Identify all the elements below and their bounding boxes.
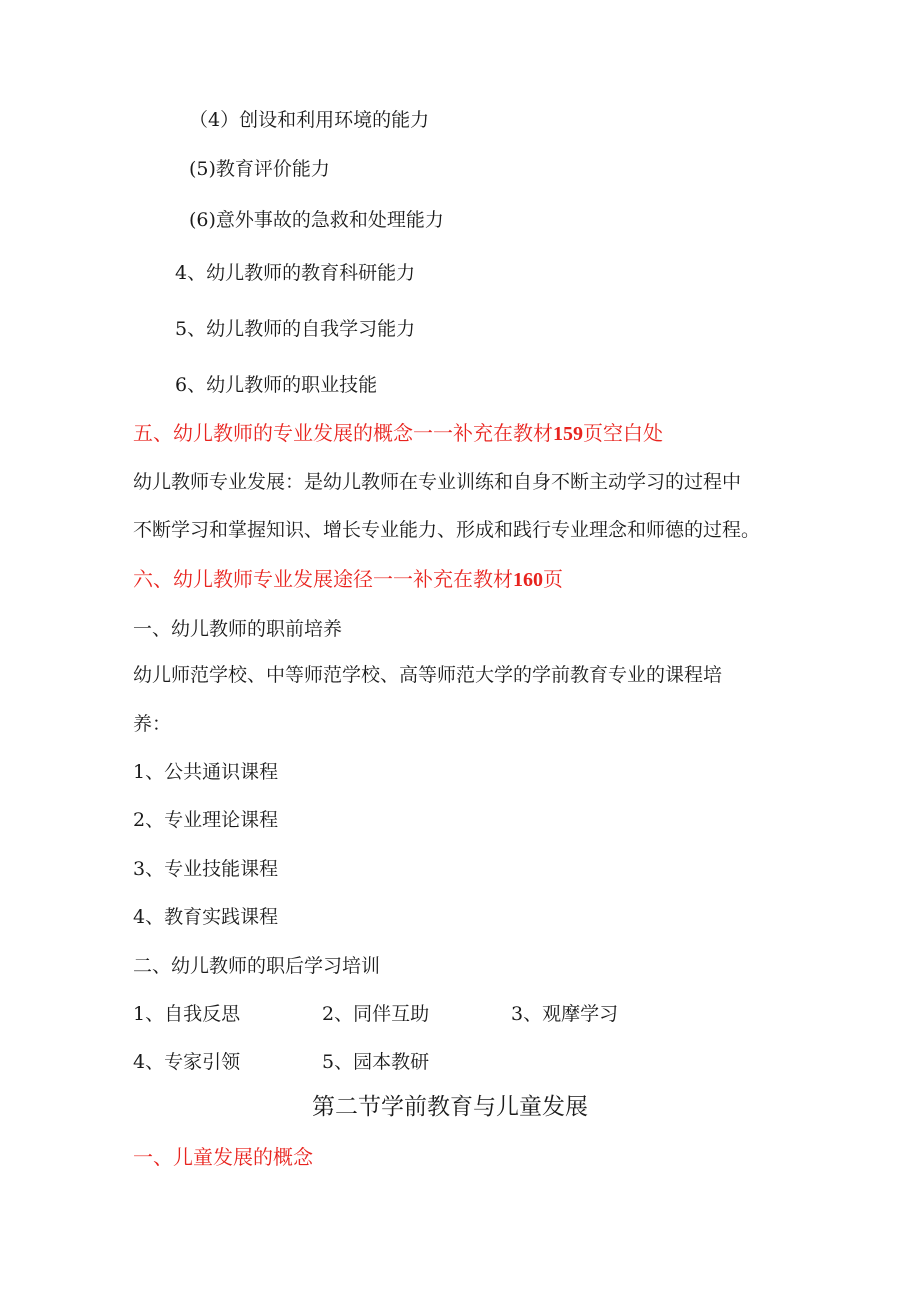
teacher-ability-4: 4、幼儿教师的教育科研能力 bbox=[175, 262, 416, 284]
section-5-heading-text: 五、幼儿教师的专业发展的概念一一补充在教材 bbox=[133, 421, 553, 445]
definition-paragraph-line-1: 幼儿教师专业发展：是幼儿教师在专业训练和自身不断主动学习的过程中 bbox=[133, 471, 742, 493]
child-development-heading: 一、儿童发展的概念 bbox=[133, 1145, 313, 1169]
course-item-4: 4、教育实践课程 bbox=[133, 906, 279, 928]
section-title: 第二节学前教育与儿童发展 bbox=[312, 1094, 588, 1120]
pre-service-paragraph-line-2: 养： bbox=[133, 713, 172, 735]
section-5-heading-tail: 页空白处 bbox=[583, 421, 663, 445]
training-item-4: 4、专家引领 bbox=[133, 1051, 241, 1073]
section-6-heading bbox=[133, 567, 563, 592]
in-service-heading: 二、幼儿教师的职后学习培训 bbox=[133, 955, 381, 977]
course-item-2: 2、专业理论课程 bbox=[133, 809, 279, 831]
training-item-2: 2、同伴互助 bbox=[322, 1003, 430, 1025]
training-row-2 bbox=[0, 1050, 920, 1074]
section-6-heading-tail: 页 bbox=[543, 567, 563, 591]
training-item-1: 1、自我反思 bbox=[133, 1003, 241, 1025]
section-6-heading-text: 六、幼儿教师专业发展途径一一补充在教材 bbox=[133, 567, 513, 591]
ability-item-4: （4）创设和利用环境的能力 bbox=[189, 109, 430, 131]
training-item-5: 5、园本教研 bbox=[322, 1051, 430, 1073]
course-item-1: 1、公共通识课程 bbox=[133, 761, 279, 783]
section-5-heading bbox=[133, 421, 663, 446]
teacher-ability-5: 5、幼儿教师的自我学习能力 bbox=[175, 318, 416, 340]
ability-item-5: (5)教育评价能力 bbox=[189, 158, 330, 180]
training-item-3: 3、观摩学习 bbox=[511, 1003, 619, 1025]
ability-item-6: (6)意外事故的急救和处理能力 bbox=[189, 209, 444, 231]
section-6-page-number: 160 bbox=[513, 569, 543, 591]
section-5-page-number: 159 bbox=[553, 423, 583, 445]
teacher-ability-6: 6、幼儿教师的职业技能 bbox=[175, 374, 378, 396]
pre-service-paragraph-line-1: 幼儿师范学校、中等师范学校、高等师范大学的学前教育专业的课程培 bbox=[133, 664, 723, 686]
course-item-3: 3、专业技能课程 bbox=[133, 858, 279, 880]
definition-paragraph-line-2: 不断学习和掌握知识、增长专业能力、形成和践行专业理念和师德的过程。 bbox=[133, 519, 761, 541]
training-row-1 bbox=[0, 1002, 920, 1026]
pre-service-heading: 一、幼儿教师的职前培养 bbox=[133, 618, 343, 640]
